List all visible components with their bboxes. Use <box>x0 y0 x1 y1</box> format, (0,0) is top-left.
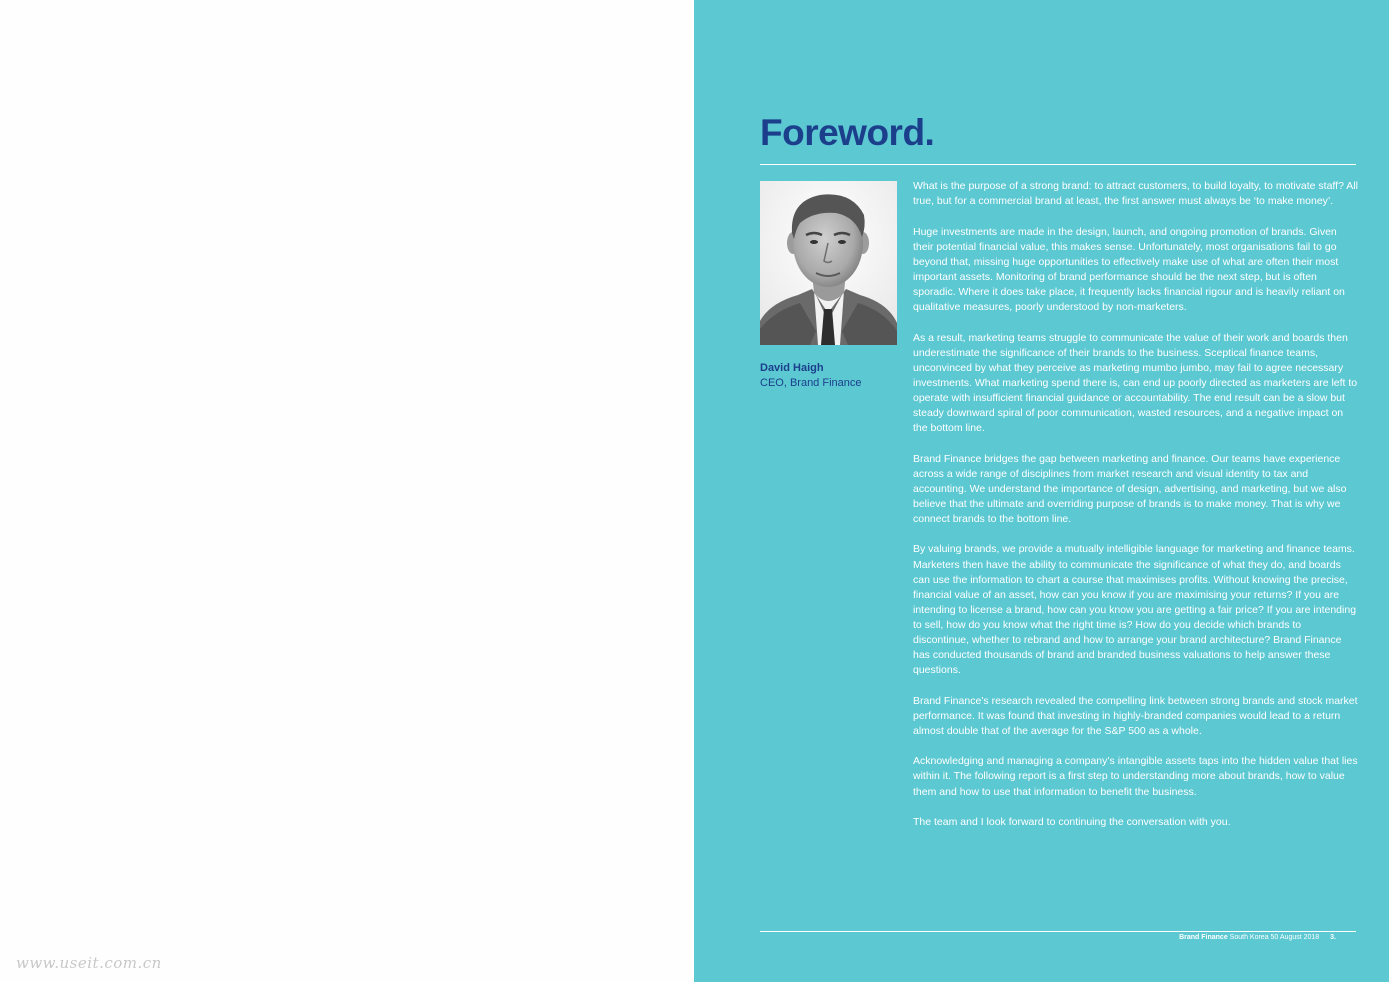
footer-divider <box>760 931 1356 932</box>
page-title: Foreword. <box>760 112 935 153</box>
paragraph: The team and I look forward to continuing the conversation with you. <box>913 816 1231 829</box>
paragraph: As a result, marketing teams struggle to communicate the value of their work and boards then underestimate the significance of their brands to the business. Sceptical finance teams, unconvinced by what they perceive as marketing mumbo jumbo, may fail to agree necessary investments. What marketing spend there is, can end up poorly directed as marketers are left to operate with insufficient financial guidance or accountability. The end result can be a slow but steady downward spiral of poor communication, wasted resources, and a negative impact on the bottom line. <box>913 331 1358 435</box>
foreword-body <box>913 179 1358 846</box>
paragraph: Brand Finance’s research revealed the compelling link between strong brands and stock market performance. It was found that investing in highly-branded companies would lead to a return almost double that of the average for the S&P 500 as a whole. <box>913 694 1358 737</box>
page-footer <box>1179 934 1336 941</box>
author-photo <box>760 181 897 345</box>
right-page <box>694 0 1389 982</box>
paragraph: Brand Finance bridges the gap between marketing and finance. Our teams have experience across a wide range of disciplines from market research and visual identity to tax and accounting. We understand the importance of design, advertising, and marketing, but we also believe that the ultimate and overriding purpose of brands is to make money. That is why we connect brands to the bottom line. <box>913 452 1347 525</box>
watermark: www.useit.com.cn <box>16 954 162 972</box>
paragraph: What is the purpose of a strong brand: to attract customers, to build loyalty, to motivate staff? All true, but for a commercial brand at least, the first answer must always be ‘to make money’. <box>913 180 1358 208</box>
paragraph: By valuing brands, we provide a mutually intelligible language for marketing and finance teams. Marketers then have the ability to communicate the significance of what they do, and boards can use the information to chart a course that maximises profits. Without knowing the precise, financial value of an asset, how can you know if you are maximising your returns? If you are intending to license a brand, how can you know you are getting a fair price? If you are intending to sell, how do you know what the right time is? How do you decide which brands to discontinue, whether to rebrand and how to arrange your brand architecture? Brand Finance has conducted thousands of brand and branded business valuations to help answer these questions. <box>913 543 1357 677</box>
paragraph: Huge investments are made in the design, launch, and ongoing promotion of brands. Given their potential financial value, this makes sense. Unfortunately, most organisations fail to go beyond that, missing huge opportunities to effectively make use of what are often their most important assets. Monitoring of brand performance should be the next step, but is often sporadic. Where it does take place, it frequently lacks financial rigour and is heavily reliant on qualitative measures, poorly understood by non-marketers. <box>913 225 1345 314</box>
paragraph: Acknowledging and managing a company’s intangible assets taps into the hidden value that lies within it. The following report is a first step to understanding more about brands, how to value them and how to use that information to benefit the business. <box>913 755 1358 798</box>
title-divider <box>760 164 1356 165</box>
footer-brand: Brand Finance <box>1179 934 1228 941</box>
author-name: David Haigh <box>760 362 824 374</box>
author-role: CEO, Brand Finance <box>760 377 862 389</box>
left-page <box>0 0 694 982</box>
page-number: 3. <box>1330 934 1336 941</box>
footer-text: South Korea 50 August 2018 <box>1229 934 1320 941</box>
